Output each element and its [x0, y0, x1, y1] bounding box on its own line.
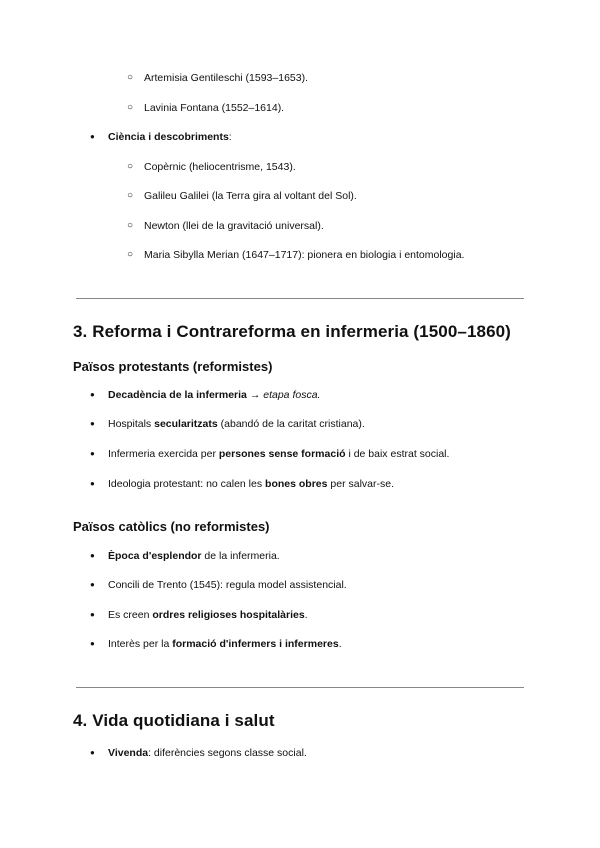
bold-text: Vivenda: [108, 747, 149, 759]
science-colon: :: [228, 131, 232, 143]
filled-bullet-icon: ●: [90, 479, 95, 488]
text: per salvar-se.: [327, 478, 394, 490]
text: i de baix estrat social.: [345, 448, 450, 460]
filled-bullet-icon: ●: [90, 610, 95, 619]
hollow-bullet-icon: ○: [127, 72, 134, 83]
list-item-hospitals: [108, 417, 365, 431]
list-item-interes: [108, 637, 342, 651]
text: Hospitals: [108, 418, 155, 430]
text: de la infermeria.: [201, 550, 280, 562]
catholic-heading: Països catòlics (no reformistes): [73, 519, 270, 534]
list-item-ideologia: [108, 477, 394, 491]
section-4-title: 4. Vida quotidiana i salut: [73, 711, 275, 730]
filled-bullet-icon: ●: [90, 390, 95, 399]
filled-bullet-icon: ●: [90, 748, 95, 757]
hollow-bullet-icon: ○: [127, 102, 134, 113]
hollow-bullet-icon: ○: [127, 190, 134, 201]
filled-bullet-icon: ●: [90, 639, 95, 648]
text: Es creen: [108, 609, 153, 621]
list-item-decadencia: [108, 388, 320, 402]
list-item-fontana: Lavinia Fontana (1552–1614).: [144, 102, 285, 114]
list-item-science: [108, 130, 232, 144]
bold-text: Decadència de la infermeria: [108, 389, 247, 401]
text: →: [246, 389, 264, 401]
section-3-title: 3. Reforma i Contrareforma en infermeria (1500–1860): [73, 322, 511, 341]
list-item-esplendor: [108, 549, 280, 563]
bold-text: formació d'infermers i infermeres: [172, 638, 339, 650]
text: .: [304, 609, 308, 621]
filled-bullet-icon: ●: [90, 580, 95, 589]
list-item-galileu: Galileu Galilei (la Terra gira al voltant del Sol).: [144, 190, 357, 202]
hollow-bullet-icon: ○: [127, 249, 134, 260]
bold-text: persones sense formació: [218, 448, 346, 460]
list-item-newton: Newton (llei de la gravitació universal).: [144, 220, 324, 232]
list-item-copernic: Copèrnic (heliocentrisme, 1543).: [144, 161, 296, 173]
bold-text: bones obres: [265, 478, 328, 490]
filled-bullet-icon: ●: [90, 551, 95, 560]
hollow-bullet-icon: ○: [127, 161, 134, 172]
text: Ideologia protestant: no calen les: [108, 478, 266, 490]
divider: [76, 687, 524, 688]
protestant-heading: Països protestants (reformistes): [73, 359, 273, 374]
hollow-bullet-icon: ○: [127, 220, 134, 231]
divider: [76, 298, 524, 299]
bold-text: secularitzats: [154, 418, 218, 430]
text: (abandó de la caritat cristiana).: [217, 418, 365, 430]
filled-bullet-icon: ●: [90, 419, 95, 428]
science-label: Ciència i descobriments: [108, 131, 229, 143]
text: Infermeria exercida per: [108, 448, 219, 460]
italic-text: etapa fosca.: [263, 389, 321, 401]
bold-text: ordres religioses hospitalàries: [152, 609, 305, 621]
filled-bullet-icon: ●: [90, 132, 95, 141]
list-item-merian: Maria Sibylla Merian (1647–1717): pionera en biologia i entomologia.: [144, 249, 465, 261]
list-item-formacio: [108, 447, 449, 461]
list-item-vivenda: [108, 746, 307, 760]
list-item-ordres: [108, 608, 308, 622]
text: : diferències segons classe social.: [148, 747, 307, 759]
text: Interès per la: [108, 638, 173, 650]
filled-bullet-icon: ●: [90, 449, 95, 458]
list-item-trento: Concili de Trento (1545): regula model assistencial.: [108, 579, 347, 591]
list-item-gentileschi: Artemisia Gentileschi (1593–1653).: [144, 72, 309, 84]
bold-text: Època d'esplendor: [108, 550, 202, 562]
text: .: [338, 638, 342, 650]
